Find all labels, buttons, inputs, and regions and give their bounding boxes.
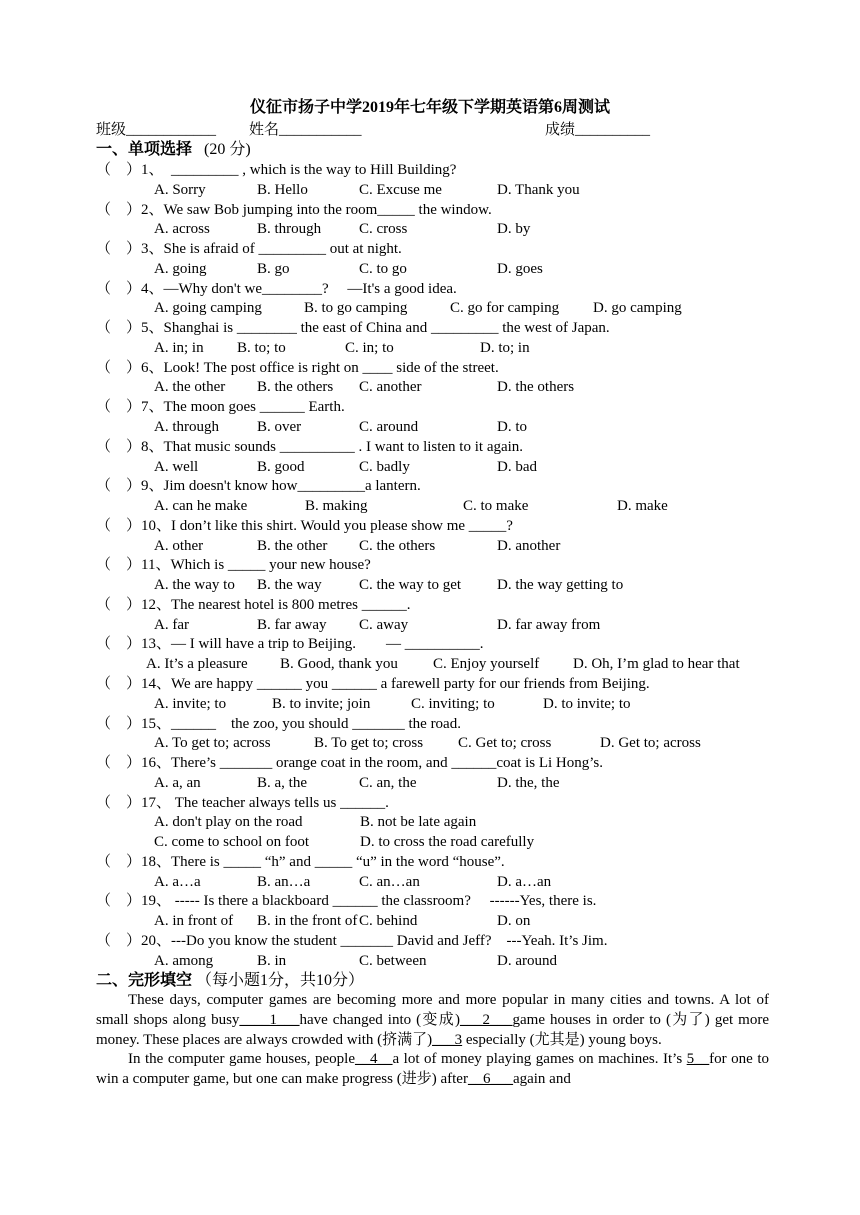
section-title: 一、单项选择: [96, 141, 193, 158]
question-12-stem: （ ）12、The nearest hotel is 800 metres ______.: [96, 596, 411, 613]
class-field: 班级____________: [96, 122, 217, 138]
option-b[interactable]: B. good: [257, 458, 305, 475]
option-d[interactable]: D. Oh, I’m glad to hear that: [573, 656, 740, 673]
option-a[interactable]: A. through: [154, 419, 219, 435]
option-c[interactable]: C. cross: [359, 221, 408, 238]
section-heading-cloze: [96, 971, 364, 991]
option-a[interactable]: A. far: [154, 616, 189, 633]
option-a[interactable]: A. don't play on the road: [154, 814, 303, 831]
option-d[interactable]: D. the, the: [497, 774, 560, 791]
option-a[interactable]: A. To get to; across: [154, 735, 271, 752]
blank-1: ____1___: [239, 1011, 300, 1028]
option-b[interactable]: B. to go camping: [304, 300, 408, 317]
blank-3: ___3: [432, 1031, 463, 1048]
option-a[interactable]: A. Sorry: [154, 181, 206, 198]
option-a[interactable]: A. going camping: [154, 300, 262, 317]
passage-paragraph-1: These days, computer games are becoming more and more popular in many cities and towns. A lot of small shops along busy____1___have changed into (变成)___2___game houses in order to (为了) get more money. These places are always crowded with (挤满了)___3 especially (尤其是) young boys.: [96, 992, 769, 1048]
option-d[interactable]: D. Get to; across: [600, 735, 701, 752]
option-a[interactable]: A. in; in: [154, 339, 204, 356]
question-1-stem: （ ）1、 _________ , which is the way to Hill Building?: [96, 162, 457, 178]
question-16-stem: （ ）16、There’s _______ orange coat in the room, and ______coat is Li Hong’s.: [96, 755, 603, 772]
option-a[interactable]: A. in front of: [154, 913, 234, 930]
section-points: （每小题1分，共10分）: [196, 972, 365, 989]
option-a[interactable]: A. the other: [154, 379, 226, 396]
option-a[interactable]: A. well: [154, 458, 199, 475]
option-d[interactable]: D. the way getting to: [497, 577, 624, 594]
option-a[interactable]: A. the way to: [154, 577, 235, 594]
option-c[interactable]: C. Enjoy yourself: [433, 656, 540, 673]
question-3-stem: （ ）3、She is afraid of _________ out at night.: [96, 241, 402, 258]
option-d[interactable]: D. far away from: [497, 616, 601, 633]
option-c[interactable]: C. Get to; cross: [458, 735, 552, 752]
option-b[interactable]: B. the others: [257, 379, 334, 396]
option-a[interactable]: A. among: [154, 952, 214, 969]
option-c[interactable]: C. the others: [359, 537, 436, 554]
option-c[interactable]: C. badly: [359, 458, 410, 475]
option-b[interactable]: B. to invite; join: [272, 695, 371, 712]
option-b[interactable]: B. the other: [257, 537, 328, 554]
option-b[interactable]: B. go: [257, 260, 290, 277]
option-c[interactable]: C. to make: [463, 498, 529, 515]
question-15-stem: （ ）15、______ the zoo, you should _______ the road.: [96, 715, 461, 732]
question-19-stem: （ ）19、 ----- Is there a blackboard ______ the classroom? ------Yes, there is.: [96, 893, 597, 910]
option-b[interactable]: B. the way: [257, 577, 322, 594]
question-20-stem: （ ）20、---Do you know the student _______ David and Jeff? ---Yeah. It’s Jim.: [96, 933, 608, 950]
option-a[interactable]: A. invite; to: [154, 695, 227, 712]
question-17-stem: （ ）17、 The teacher always tells us ______.: [96, 794, 389, 811]
option-c[interactable]: C. an, the: [359, 774, 417, 791]
option-d[interactable]: D. make: [617, 498, 668, 515]
question-7-stem: （ ）7、The moon goes ______ Earth.: [96, 399, 345, 416]
blank-2: ___2___: [460, 1011, 513, 1028]
option-d[interactable]: D. the others: [497, 379, 575, 396]
section-heading-multiple-choice: [96, 140, 251, 160]
question-5-stem: （ ）5、Shanghai is ________ the east of China and _________ the west of Japan.: [96, 320, 610, 337]
option-c[interactable]: C. around: [359, 419, 419, 435]
option-d[interactable]: D. to cross the road carefully: [360, 834, 535, 851]
option-c[interactable]: C. away: [359, 616, 409, 633]
option-c[interactable]: C. come to school on foot: [154, 834, 309, 851]
option-d[interactable]: D. another: [497, 537, 561, 554]
option-c[interactable]: C. go for camping: [450, 300, 560, 317]
option-a[interactable]: A. can he make: [154, 498, 248, 515]
score-field: 成绩__________: [545, 122, 651, 138]
option-b[interactable]: B. over: [257, 419, 302, 435]
option-d[interactable]: D. around: [497, 952, 557, 969]
section-points: (20 分): [204, 141, 251, 158]
passage-paragraph-2: In the computer game houses, people__4__a lot of money playing games on machines. It’s 5__for one to win a computer game, but one can make progress (进步) after__6___again and: [96, 1051, 769, 1088]
option-b[interactable]: B. To get to; cross: [314, 735, 424, 752]
option-b[interactable]: B. an…a: [257, 873, 311, 890]
option-c[interactable]: C. inviting; to: [411, 695, 495, 712]
question-14-stem: （ ）14、We are happy ______ you ______ a farewell party for our friends from Beijing.: [96, 676, 650, 693]
question-8-stem: （ ）8、That music sounds __________ . I want to listen to it again.: [96, 438, 524, 455]
option-b[interactable]: B. a, the: [257, 774, 307, 791]
question-2-stem: （ ）2、We saw Bob jumping into the room_____ the window.: [96, 201, 492, 218]
question-9-stem: （ ）9、Jim doesn't know how_________a lantern.: [96, 478, 421, 495]
option-d[interactable]: D. Thank you: [497, 181, 580, 198]
question-18-stem: （ ）18、There is _____ “h” and _____ “u” in the word “house”.: [96, 853, 505, 870]
cloze-passage: [96, 991, 769, 1090]
option-d[interactable]: D. go camping: [593, 300, 682, 317]
option-b[interactable]: B. Good, thank you: [280, 656, 398, 673]
question-4-stem: （ ）4、—Why don't we________? —It's a good idea.: [96, 280, 457, 297]
option-d[interactable]: D. to; in: [480, 339, 530, 356]
option-c[interactable]: C. another: [359, 379, 422, 396]
option-d[interactable]: D. on: [497, 913, 531, 930]
name-field: 姓名___________: [249, 122, 362, 138]
option-c[interactable]: C. behind: [359, 913, 418, 930]
option-a[interactable]: A. going: [154, 260, 207, 277]
option-d[interactable]: D. bad: [497, 458, 537, 475]
option-c[interactable]: C. between: [359, 952, 427, 969]
option-a[interactable]: A. other: [154, 537, 204, 554]
option-d[interactable]: D. to invite; to: [543, 695, 631, 712]
blank-6: __6___: [467, 1071, 513, 1088]
option-a[interactable]: A. across: [154, 221, 210, 238]
option-b[interactable]: B. in the front of: [257, 913, 358, 930]
option-b[interactable]: B. through: [257, 221, 322, 238]
option-c[interactable]: C. in; to: [345, 339, 394, 356]
option-d[interactable]: D. by: [497, 221, 531, 238]
option-b[interactable]: B. in: [257, 952, 287, 969]
option-d[interactable]: D. to: [497, 419, 527, 435]
option-d[interactable]: D. goes: [497, 260, 543, 277]
option-d[interactable]: D. a…an: [497, 873, 552, 890]
option-b[interactable]: B. making: [305, 498, 368, 515]
option-a[interactable]: A. It’s a pleasure: [146, 656, 248, 673]
blank-4: __4__: [355, 1051, 393, 1068]
option-b[interactable]: B. far away: [257, 616, 327, 633]
option-a[interactable]: A. a…a: [154, 873, 201, 890]
option-c[interactable]: C. an…an: [359, 873, 420, 890]
page-title: 仪征市扬子中学2019年七年级下学期英语第6周测试: [249, 99, 610, 116]
blank-5: 5__: [686, 1051, 710, 1068]
option-c[interactable]: C. Excuse me: [359, 181, 442, 198]
option-c[interactable]: C. to go: [359, 260, 407, 277]
section-title: 二、完形填空: [96, 972, 193, 989]
question-13-stem: （ ）13、— I will have a trip to Beijing. — __________.: [96, 636, 484, 653]
option-b[interactable]: B. Hello: [257, 181, 308, 198]
option-b[interactable]: B. to; to: [237, 339, 286, 356]
question-6-stem: （ ）6、Look! The post office is right on ____ side of the street.: [96, 359, 499, 376]
option-c[interactable]: C. the way to get: [359, 577, 462, 594]
question-10-stem: （ ）10、I don’t like this shirt. Would you please show me _____?: [96, 517, 513, 534]
question-11-stem: （ ）11、Which is _____ your new house?: [96, 557, 371, 574]
option-b[interactable]: B. not be late again: [360, 814, 477, 831]
option-a[interactable]: A. a, an: [154, 774, 201, 791]
